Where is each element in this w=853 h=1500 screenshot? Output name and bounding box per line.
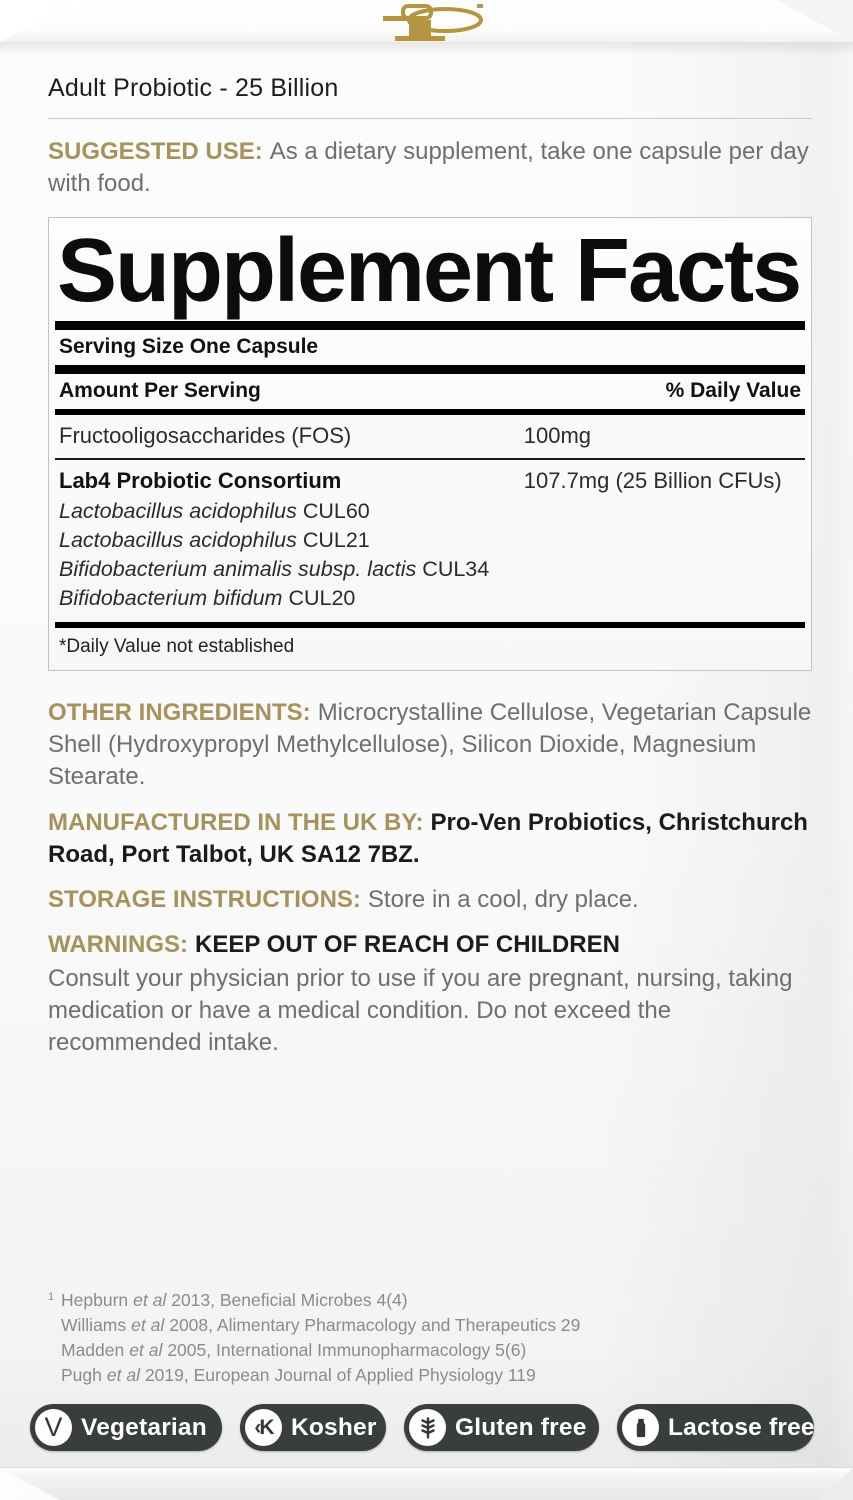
- badge-label: Kosher: [291, 1413, 377, 1441]
- manufacturer-paragraph: [48, 807, 812, 871]
- strain-code: CUL21: [302, 528, 370, 552]
- reference-item: [48, 1288, 580, 1313]
- badge-lactose-free: [617, 1404, 814, 1451]
- suggested-use-text: As a dietary supplement, take one capsule per day with food.: [48, 138, 809, 197]
- suggested-use-paragraph: [48, 136, 812, 200]
- box-bottom-flap: [0, 1468, 853, 1500]
- other-ingredients-text: Microcrystalline Cellulose, Vegetarian Capsule Shell (Hydroxypropyl Methylcellulose), Silicon Dioxide, Magnesium Stearate.: [48, 699, 812, 790]
- other-ingredients-label: OTHER INGREDIENTS:: [48, 699, 311, 726]
- strain-species: Lactobacillus acidophilus: [59, 499, 297, 523]
- storage-label: STORAGE INSTRUCTIONS:: [48, 886, 361, 913]
- reference-etal: et al: [131, 1315, 165, 1335]
- badge-kosher: [240, 1404, 386, 1451]
- manufacturer-text: Pro-Ven Probiotics, Christchurch Road, Port Talbot, UK SA12 7BZ.: [48, 809, 808, 868]
- wheat-icon: [409, 1409, 446, 1446]
- table-row: [55, 460, 805, 622]
- reference-item: [48, 1313, 580, 1338]
- strain-code: CUL20: [288, 586, 356, 610]
- facts-column-headers: [55, 374, 805, 409]
- list-item: [59, 555, 801, 584]
- reference-author: Hepburn: [61, 1290, 129, 1310]
- reference-etal: et al: [129, 1340, 163, 1360]
- ingredient-amount: 100mg: [523, 423, 592, 448]
- facts-rule-thick: [55, 365, 805, 374]
- reference-etal: et al: [106, 1365, 140, 1385]
- list-item: [59, 584, 801, 613]
- facts-rule-thick: [55, 321, 805, 330]
- strain-code: CUL60: [302, 499, 370, 523]
- serving-size: Serving Size One Capsule: [59, 335, 319, 358]
- reference-detail: 2013, Beneficial Microbes 4(4): [171, 1290, 408, 1310]
- daily-value-header: % Daily Value: [665, 379, 801, 402]
- facts-footnote: *Daily Value not established: [59, 636, 295, 657]
- suggested-use-label: SUGGESTED USE:: [48, 138, 263, 165]
- supplement-facts-title: Supplement Facts: [57, 223, 801, 321]
- references-block: [48, 1288, 580, 1388]
- badge-gluten-free: [404, 1404, 599, 1451]
- label-panel: [0, 42, 853, 1468]
- manufacturer-label: MANUFACTURED IN THE UK BY:: [48, 809, 424, 836]
- ingredient-name: Fructooligosaccharides (FOS): [59, 423, 352, 448]
- badge-vegetarian: [30, 1404, 222, 1451]
- reference-item: [48, 1363, 580, 1388]
- warnings-text: Consult your physician prior to use if you are pregnant, nursing, taking medication or have a medical condition. Do not exceed the recommended intake.: [48, 965, 793, 1056]
- badge-label: Gluten free: [455, 1413, 587, 1441]
- reference-superscript: 1: [48, 1291, 55, 1303]
- reference-item: [48, 1338, 580, 1363]
- ingredient-name: Lab4 Probiotic Consortium: [59, 468, 342, 493]
- storage-paragraph: [48, 884, 812, 916]
- warnings-headline: KEEP OUT OF REACH OF CHILDREN: [195, 931, 620, 958]
- reference-detail: 2008, Alimentary Pharmacology and Therapeutics 29: [169, 1315, 581, 1335]
- other-ingredients-paragraph: [48, 697, 812, 793]
- ingredient-amount: 107.7mg (25 Billion CFUs): [523, 468, 782, 493]
- strain-species: Bifidobacterium bifidum: [59, 586, 283, 610]
- reference-author: Williams: [61, 1315, 127, 1335]
- reference-detail: 2005, International Immunopharmacology 5(6): [167, 1340, 527, 1360]
- brand-gold-emblem-icon: [369, 4, 485, 42]
- box-top-flap: [0, 0, 853, 42]
- reference-author: Madden: [61, 1340, 125, 1360]
- strain-list: [59, 497, 801, 613]
- badge-label: Lactose free: [668, 1413, 815, 1441]
- list-item: [59, 526, 801, 555]
- vegetarian-v-icon: V: [35, 1409, 72, 1446]
- page-title: Adult Probiotic - 25 Billion: [48, 74, 339, 102]
- reference-etal: et al: [133, 1290, 167, 1310]
- title-divider: [48, 118, 812, 119]
- kosher-k-icon: ‹K: [245, 1409, 282, 1446]
- amount-per-serving-header: Amount Per Serving: [59, 379, 261, 402]
- strain-code: CUL34: [422, 557, 490, 581]
- table-row: [55, 415, 805, 458]
- reference-detail: 2019, European Journal of Applied Physiology 119: [144, 1365, 536, 1385]
- strain-species: Lactobacillus acidophilus: [59, 528, 297, 552]
- strain-species: Bifidobacterium animalis subsp. lactis: [59, 557, 417, 581]
- badge-label: Vegetarian: [81, 1413, 207, 1441]
- storage-text: Store in a cool, dry place.: [367, 886, 639, 913]
- reference-author: Pugh: [61, 1365, 102, 1385]
- warnings-heading: [48, 929, 812, 961]
- list-item: [59, 497, 801, 526]
- milk-bottle-icon: [622, 1409, 659, 1446]
- supplement-facts-box: [48, 217, 812, 671]
- warnings-label: WARNINGS:: [48, 931, 188, 958]
- dietary-badges-row: [30, 1404, 814, 1451]
